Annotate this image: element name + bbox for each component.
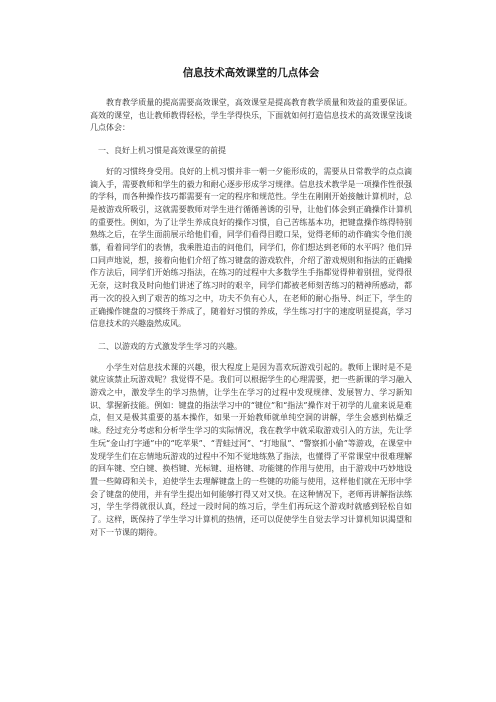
spacer xyxy=(90,354,412,362)
intro-paragraph: 教育教学质量的提高需要高效课堂，高效课堂是提高教育教学质量和效益的重要保证。高效的课堂，也让教师教得轻松，学生学得快乐，下面就如何打造信息技术的高效课堂浅谈几点体会： xyxy=(90,98,412,133)
document-title: 信息技术高效课堂的几点体会 xyxy=(182,67,320,79)
section-1-heading: 一、良好上机习惯是高效课堂的前提 xyxy=(98,146,226,156)
document-body xyxy=(90,66,412,540)
spacer xyxy=(90,135,412,145)
section-1-paragraph: 好的习惯终身受用。良好的上机习惯并非一朝一夕能形成的，需要从日常教学的点点滴滴入手，需要教师和学生的毅力和耐心逐步形成学习规律。信息技术教学是一项操作性很强的学科，而各种操作技巧都需要有一定的程序和规范性。学生在刚刚开始接触计算机时，总是被游戏所吸引，这就需要教师对学生进行循循善诱的引导，让他们体会到正确操作计算机的重要性。例如，为了让学生养成良好的操作习惯，自己苦练基本功，把键盘操作练得特别熟练之后，在学生面前展示给他们看，同学们看得目瞪口呆，觉得老师的动作确实令他们羡慕，看着同学们的表情，我乘胜追击的问他们，同学们，你们想达到老师的水平吗？他们异口同声地说，想，接着向他们介绍了练习键盘的游戏软件，介绍了游戏规则和指法的正确操作方法后，同学们开始练习指法，在练习的过程中大多数学生手指都觉得伸着别扭，觉得很无奈，这时我及时向他们讲述了练习时的艰辛，同学们都被老师刻苦练习的精神所感动，都再一次的投入到了艰苦的练习之中，功夫不负有心人，在老师的耐心指导、纠正下，学生的正确操作键盘的习惯终于养成了，随着好习惯的养成，学生练习打字的速度明显提高，学习信息技术的兴趣盎然成风。 xyxy=(90,166,412,329)
spacer xyxy=(90,158,412,166)
spacer xyxy=(90,331,412,341)
section-2-paragraph: 小学生对信息技术课的兴趣，很大程度上是因为喜欢玩游戏引起的。教师上课时是不是就应该禁止玩游戏呢？我觉得不是。我们可以根据学生的心理需要，把一些新课的学习融入游戏之中，激发学生的学习热情，让学生在学习的过程中发现规律、发展智力、学习新知识、掌握新技能。例如：键盘的指法学习中的“键位”和“指法”操作对于初学的儿童来说是难点，但又是极其重要的基本操作，如果一开始教师就单纯空洞的讲解，学生会感到枯燥乏味。经过充分考虑和分析学生学习的实际情况，我在教学中就采取游戏引入的方法，先让学生玩“金山打字通”中的“吃苹果”、“青蛙过河”、“打地鼠”、“警察抓小偷”等游戏，在课堂中发现学生们在忘情地玩游戏的过程中不知不觉地练熟了指法，也懂得了平常课堂中很难理解的回车键、空白键、换档键、光标键、退格键、功能键的作用与使用，由于游戏中巧妙地设置一些障碍和关卡，迫使学生去理解键盘上的一些键的功能与使用，这样他们就在无形中学会了键盘的使用，并有学生提出如何能够打得又对又快。在这种情况下，老师再讲解指法练习，学生学得就很认真，经过一段时间的练习后，学生们再玩这个游戏时就感到轻松自如了。这样，既保持了学生学习计算机的热情，还可以促使学生自觉去学习计算机知识渴望和对下一节课的期待。 xyxy=(90,362,412,537)
section-2-heading: 二、以游戏的方式激发学生学习的兴趣。 xyxy=(98,341,242,351)
